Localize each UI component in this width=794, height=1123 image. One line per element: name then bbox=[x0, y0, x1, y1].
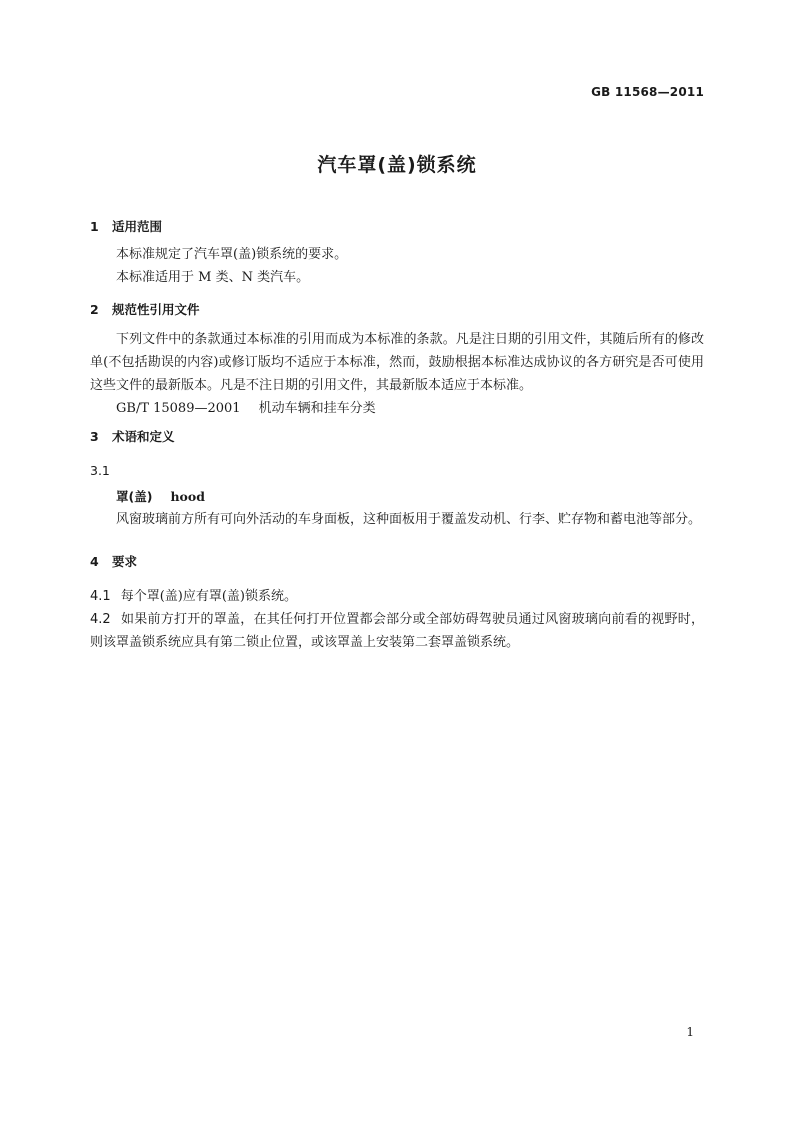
section-number: 1 bbox=[90, 219, 99, 234]
section-normative-references bbox=[90, 300, 704, 420]
reference-entry bbox=[90, 397, 704, 420]
section-heading bbox=[90, 300, 704, 320]
requirement-item bbox=[90, 585, 704, 608]
section-heading bbox=[90, 552, 704, 572]
references-paragraph: 下列文件中的条款通过本标准的引用而成为本标准的条款。凡是注日期的引用文件，其随后所有的修改单(不包括勘误的内容)或修订版均不适应于本标准，然而，鼓励根据本标准达成协议的各方研究是否可使用这些文件的最新版本。凡是不注日期的引用文件，其最新版本适应于本标准。 bbox=[90, 332, 704, 393]
section-scope bbox=[90, 217, 704, 289]
requirement-number: 4.1 bbox=[90, 589, 111, 604]
scope-line: 本标准规定了汽车罩(盖)锁系统的要求。 bbox=[116, 247, 348, 262]
section-requirements bbox=[90, 552, 704, 654]
section-number: 2 bbox=[90, 302, 99, 317]
requirement-text: 如果前方打开的罩盖，在其任何打开位置都会部分或全部妨碍驾驶员通过风窗玻璃向前看的视野时，则该罩盖锁系统应具有第二锁止位置，或该罩盖上安装第二套罩盖锁系统。 bbox=[90, 612, 704, 650]
section-title: 术语和定义 bbox=[112, 429, 175, 444]
section-number: 4 bbox=[90, 554, 99, 569]
scope-line: 本标准适用于 M 类、N 类汽车。 bbox=[116, 270, 310, 285]
section-number: 3 bbox=[90, 429, 99, 444]
term-definition: 风窗玻璃前方所有可向外活动的车身面板，这种面板用于覆盖发动机、行李、贮存物和蓄电池等部分。 bbox=[116, 512, 702, 527]
term-chinese: 罩(盖) bbox=[116, 489, 153, 504]
section-terms-definitions bbox=[90, 427, 704, 531]
reference-code: GB/T 15089—2001 bbox=[116, 401, 241, 416]
reference-title: 机动车辆和挂车分类 bbox=[258, 401, 376, 416]
section-heading bbox=[90, 217, 704, 237]
requirement-number: 4.2 bbox=[90, 612, 111, 627]
page-number: 1 bbox=[686, 1025, 694, 1039]
standard-number: GB 11568—2011 bbox=[591, 85, 704, 99]
section-heading bbox=[90, 427, 704, 447]
term-number: 3.1 bbox=[90, 463, 110, 478]
section-title: 要求 bbox=[112, 554, 138, 569]
section-title: 适用范围 bbox=[112, 219, 163, 234]
document-title: 汽车罩(盖)锁系统 bbox=[317, 154, 477, 176]
section-title: 规范性引用文件 bbox=[112, 302, 200, 317]
term-english: hood bbox=[170, 489, 205, 504]
requirement-item bbox=[90, 608, 704, 654]
term-entry bbox=[90, 486, 704, 508]
requirement-text: 每个罩(盖)应有罩(盖)锁系统。 bbox=[120, 589, 297, 604]
